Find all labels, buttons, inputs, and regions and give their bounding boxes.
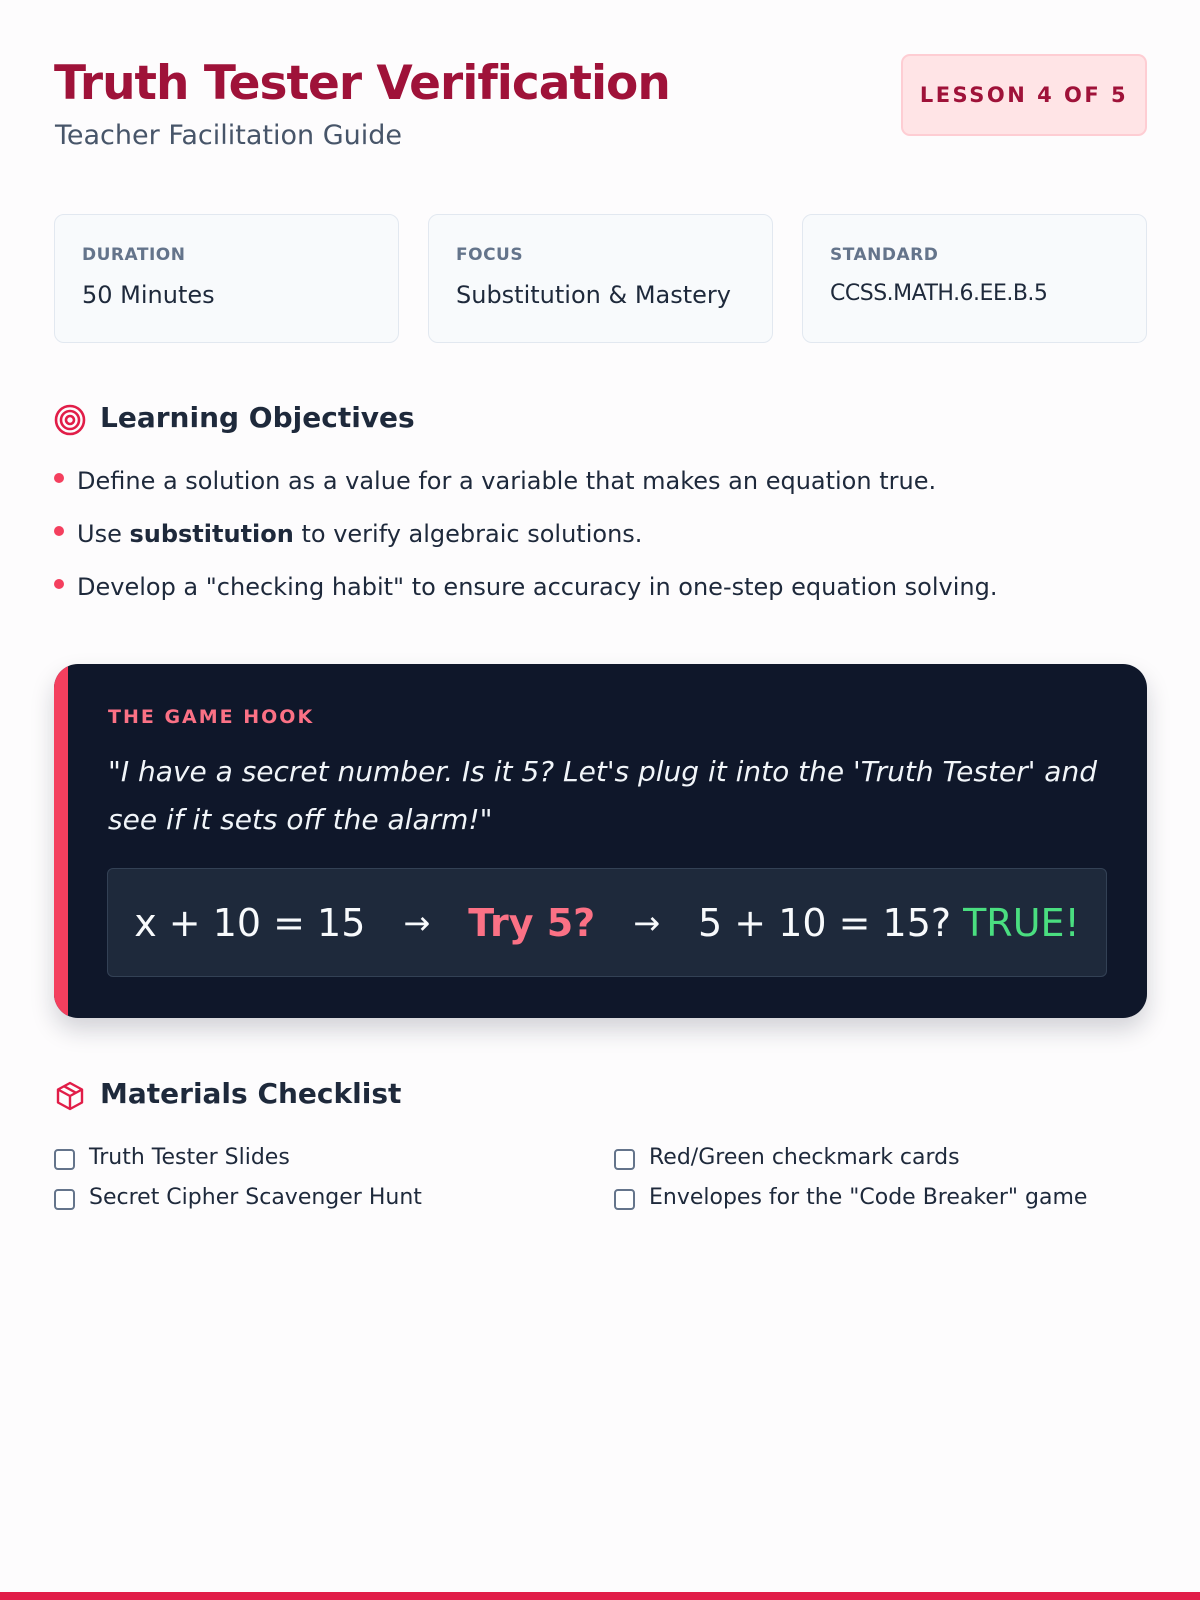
bullet-icon	[54, 473, 64, 483]
accent-bar	[54, 664, 68, 1018]
bullet-icon	[54, 526, 64, 536]
result-true: TRUE!	[963, 900, 1080, 945]
page-header	[54, 52, 1147, 162]
page-subtitle: Teacher Facilitation Guide	[55, 120, 402, 151]
hook-quote: "I have a secret number. Is it 5? Let's plug it into the 'Truth Tester' and see if it sets off the alarm!"	[108, 755, 1097, 836]
list-item	[54, 570, 1147, 610]
objectives-heading	[54, 400, 754, 440]
check-equation: 5 + 10 = 15?	[698, 900, 952, 945]
objective-text: Use	[77, 520, 130, 548]
checklist-label: Red/Green checkmark cards	[649, 1145, 960, 1170]
arrow-icon: →	[403, 903, 431, 942]
arrow-icon: →	[633, 903, 661, 942]
page-title: Truth Tester Verification	[54, 56, 670, 111]
lesson-badge: LESSON 4 OF 5	[901, 54, 1147, 136]
equation-box	[107, 868, 1107, 977]
equation: x + 10 = 15	[134, 900, 366, 945]
bullet-icon	[54, 579, 64, 589]
checklist-label: Envelopes for the "Code Breaker" game	[649, 1185, 1088, 1210]
standard-card	[802, 214, 1147, 343]
info-cards	[54, 214, 1147, 344]
card-label: DURATION	[82, 245, 186, 265]
objective-emphasis: substitution	[129, 520, 294, 548]
objective-text: Define a solution as a value for a variable that makes an equation true.	[77, 467, 937, 495]
list-item	[54, 464, 1147, 504]
package-icon	[54, 1080, 86, 1112]
materials-heading	[54, 1076, 754, 1116]
hook-label: THE GAME HOOK	[108, 706, 315, 728]
try-value: Try 5?	[468, 900, 596, 945]
section-title: Learning Objectives	[100, 401, 415, 434]
objective-text: to verify algebraic solutions.	[293, 520, 643, 548]
card-value: 50 Minutes	[82, 281, 215, 309]
checkbox[interactable]	[614, 1149, 635, 1170]
card-value: CCSS.MATH.6.EE.B.5	[830, 281, 1048, 306]
card-label: FOCUS	[456, 245, 524, 265]
checkbox[interactable]	[54, 1189, 75, 1210]
footer-bar	[0, 1592, 1200, 1600]
checkbox[interactable]	[614, 1189, 635, 1210]
target-icon	[54, 404, 86, 436]
section-title: Materials Checklist	[100, 1077, 402, 1110]
materials-checklist	[54, 1138, 1147, 1228]
list-item	[54, 517, 1147, 557]
card-label: STANDARD	[830, 245, 939, 265]
focus-card	[428, 214, 773, 343]
checklist-label: Truth Tester Slides	[89, 1145, 290, 1170]
game-hook-panel	[54, 664, 1147, 1018]
checkbox[interactable]	[54, 1149, 75, 1170]
card-value: Substitution & Mastery	[456, 281, 731, 309]
duration-card	[54, 214, 399, 343]
checklist-label: Secret Cipher Scavenger Hunt	[89, 1185, 422, 1210]
objective-text: Develop a "checking habit" to ensure accuracy in one-step equation solving.	[77, 573, 998, 601]
